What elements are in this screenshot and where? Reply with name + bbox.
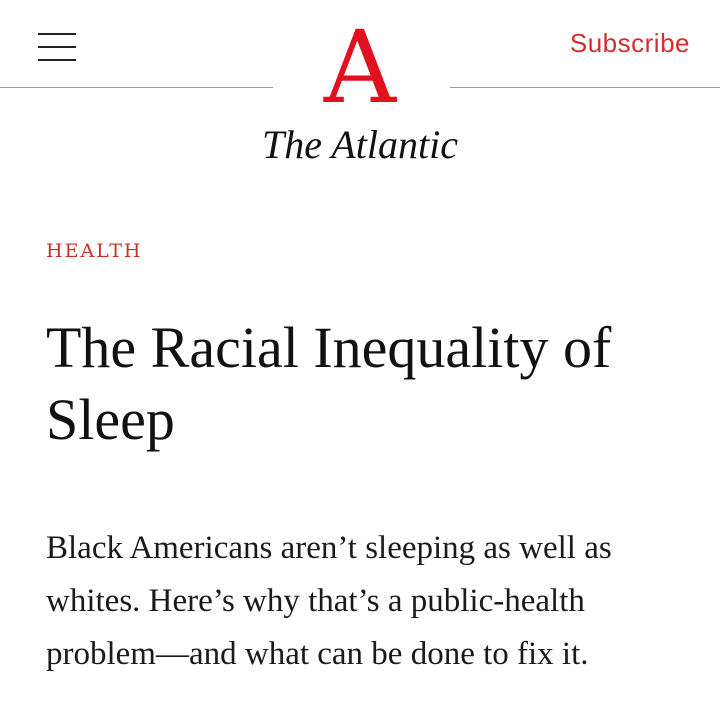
header-divider-left [0,87,273,88]
header-divider-right [450,87,720,88]
section-label[interactable]: HEALTH [46,240,143,262]
menu-bar [38,46,76,48]
article-dek: Black Americans aren’t sleeping as well as whites. Here’s why that’s a public-health problem—and what can be done to fix it. [46,530,612,672]
atlantic-logo-icon[interactable]: A [323,9,397,126]
site-header [0,0,720,180]
menu-bar [38,33,76,35]
menu-bar [38,59,76,61]
site-wordmark[interactable]: The Atlantic [262,122,458,167]
hamburger-menu-icon[interactable] [38,30,78,66]
subscribe-button[interactable]: Subscribe [569,28,690,58]
article-headline: The Racial Inequality of Sleep [46,315,612,452]
